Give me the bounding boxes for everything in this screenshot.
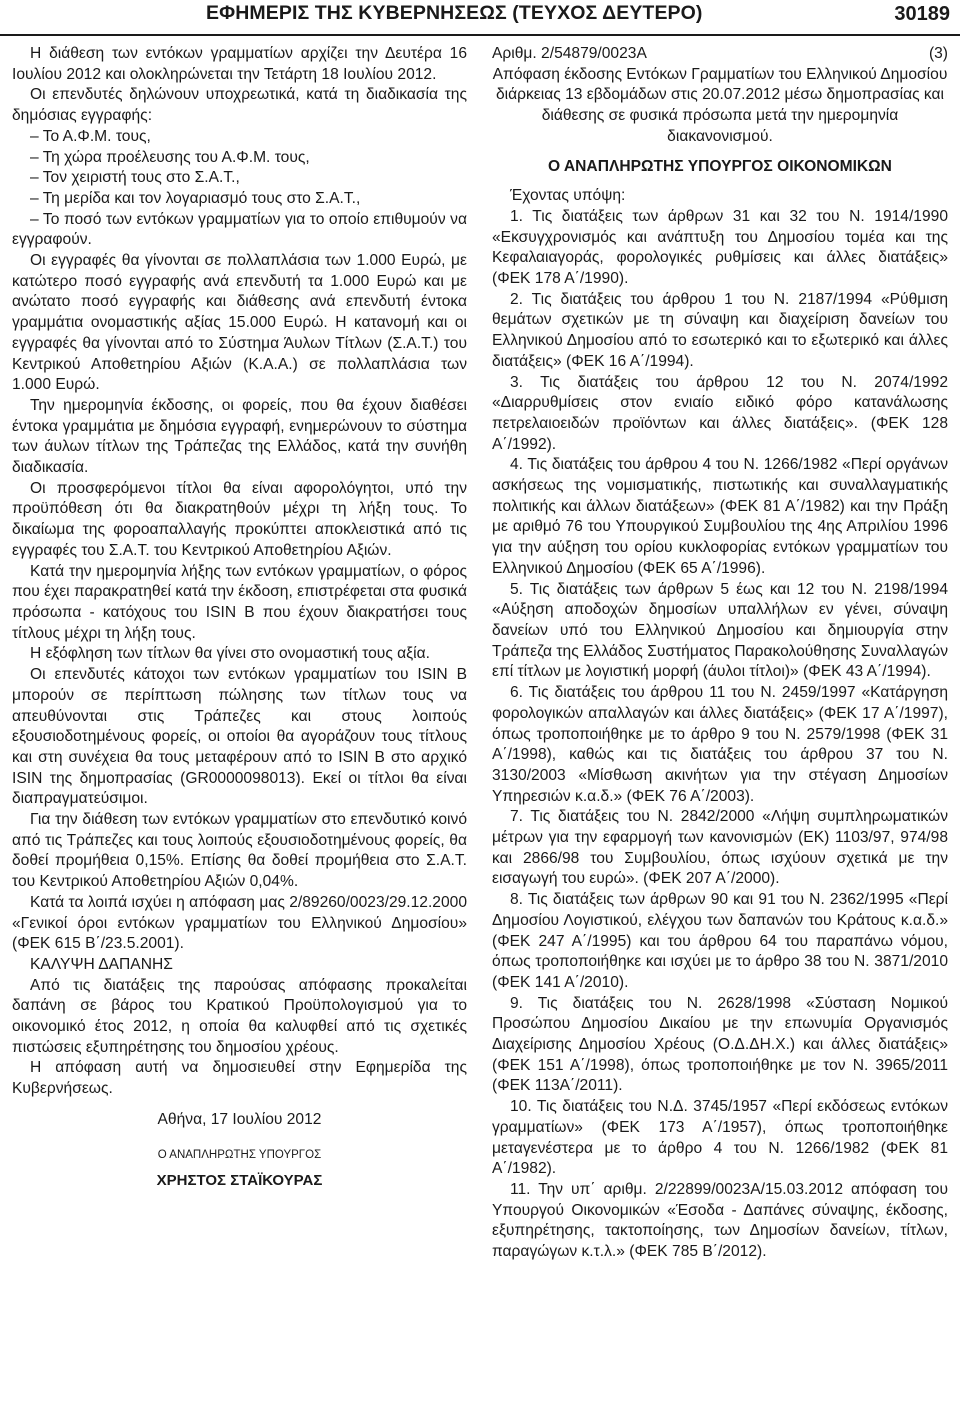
list-item: 10. Τις διατάξεις του Ν.Δ. 3745/1957 «Περί εκδόσεως εντόκων γραμματίων» (ΦΕΚ 173 Α΄/1957), όπως τροποποιήθηκε μεταγενέστερα με το άρθρο 4 του Ν. 1266/1982 (ΦΕΚ 81 Α΄/1982).	[492, 1098, 948, 1178]
paragraph: Οι προσφερόμενοι τίτλοι θα είναι αφορολόγητοι, υπό την προϋπόθεση ότι θα διακρατηθούν μέχρι τη λήξη τους. Το δικαίωμα της φοροαπαλλαγής προκύπτει αποκλειστικά από τις εγγραφές του Σ.Α.Τ. του Κεντρικού Αποθετηρίου Αξιών.	[12, 479, 467, 559]
list-item: 8. Τις διατάξεις των άρθρων 90 και 91 του Ν. 2362/1995 «Περί Δημοσίου Λογιστικού, ελέγχου των δαπανών του Κράτους κ.α.δ.» (ΦΕΚ 247 Α΄/1995) και του άρθρου 64 του παραπάνω νόμου, όπως τροποποιήθηκε και ισχύει με το άρθρο 38 του Ν. 3871/2010 (ΦΕΚ 141 Α΄/2010).	[492, 891, 948, 991]
having-regard: Έχοντας υπόψη:	[510, 187, 626, 205]
paragraph: Κατά τα λοιπά ισχύει η απόφαση μας 2/89260/0023/29.12.2000 «Γενικοί όροι εντόκων γραμματίων του Ελληνικού Δημοσίου» (ΦΕΚ 615 Β΄/23.5.2001).	[12, 893, 467, 953]
page-number: 30189	[894, 3, 950, 25]
list-item: – Το Α.Φ.Μ. τους,	[30, 127, 151, 145]
right-column	[492, 44, 948, 1263]
paragraph: Η εξόφληση των τίτλων θα γίνει στο ονομαστική τους αξία.	[30, 645, 430, 663]
list-item: 9. Τις διατάξεις του Ν. 2628/1998 «Σύσταση Νομικού Προσώπου Δημοσίου Δικαίου με την επωνυμία Οργανισμός Διαχείρισης Δημοσίου Χρέους (Ο.Δ.ΔΗ.Χ.) και άλλες διατάξεις» (ΦΕΚ 151 Α΄/1998), όπως τροποποιήθηκε με τον Ν. 3965/2011 (ΦΕΚ 113Α΄/2011).	[492, 994, 948, 1095]
paragraph: Η απόφαση αυτή να δημοσιευθεί στην Εφημερίδα της Κυβερνήσεως.	[12, 1059, 467, 1098]
list-item: 11. Την υπ΄ αριθμ. 2/22899/0023Α/15.03.2012 απόφαση του Υπουργού Οικονομικών «Έσοδα - Δαπάνες σύναψης, έκδοσης, εξυπηρέτησης, τακτοποίησης, των Δημοσίων δανείων, τίτλων, παραγώγων κ.τ.λ.» (ΦΕΚ 785 Β΄/2012).	[492, 1180, 948, 1261]
list-item: 6. Τις διατάξεις του άρθρου 11 του Ν. 2459/1997 «Κατάργηση φορολογικών απαλλαγών και άλλες διατάξεις» (ΦΕΚ 17 Α΄/1997), όπως τροποποιήθηκε με το άρθρο 9 του Ν. 2579/1998 (ΦΕΚ 31 Α΄/1998), καθώς και τις διατάξεις του άρθρου 37 του Ν. 3130/2003 «Μίσθωση ακινήτων για την στέγαση Δημοσίων Υπηρεσιών κ.α.δ.» (ΦΕΚ 76 Α΄/2003).	[492, 684, 948, 805]
paragraph: Από τις διατάξεις της παρούσας απόφασης προκαλείται δαπάνη σε βάρος του Κρατικού Προϋπολογισμού για το οικονομικό έτος 2012, η οποία θα καλυφθεί από τις σχετικές πιστώσεις εξυπηρέτησης του δημοσίου χρέους.	[12, 976, 467, 1056]
paragraph: Οι επενδυτές κάτοχοι των εντόκων γραμματίων του ISIN B μπορούν σε περίπτωση πώλησης των τίτλων τους να απευθύνονται στις Τράπεζες και στους λοιπούς εξουσιοδοτημένους φορείς, οι οποίοι θα αγοράζουν τους τίτλους και στη συνέχεια θα τους μεταφέρουν από το ISIN B στο αρχικό ISIN της δημοπρασίας (GR0000098013). Εκεί οι τίτλοι θα είναι διαπραγματεύσιμοι.	[12, 666, 467, 808]
list-item: 2. Τις διατάξεις του άρθρου 1 του Ν. 2187/1994 «Ρύθμιση θεμάτων σχετικών με τη σύναψη και διαχείριση δανείων του Ελληνικού Δημοσίου από το εσωτερικό και το εξωτερικό και άλλες διατάξεις» (ΦΕΚ 16 Α΄/1994).	[492, 290, 948, 370]
list-item: – Το ποσό των εντόκων γραμματίων για το οποίο επιθυμούν να εγγραφούν.	[12, 210, 467, 249]
decision-number-line	[492, 44, 948, 65]
list-item: – Τη μερίδα και τον λογαριασμό τους στο Σ.Α.Τ.,	[30, 189, 361, 207]
signature-place-date: Αθήνα, 17 Ιουλίου 2012	[157, 1110, 322, 1128]
list-item: 1. Τις διατάξεις των άρθρων 31 και 32 του Ν. 1914/1990 «Εκσυγχρονισμός και ανάπτυξη του Δημοσίου τομέα και της Κεφαλαιαγοράς, φορολογικές ρυθμίσεις και άλλες διατάξεις» (ΦΕΚ 178 Α΄/1990).	[492, 207, 948, 288]
list-item: 5. Τις διατάξεις των άρθρων 5 έως και 12 του Ν. 2198/1994 «Αύξηση αποδοχών δημοσίων υπαλλήλων εν γένει, σύναψη δανείων υπό του Ελληνικού Δημοσίου και δημιουργία στην Τράπεζα της Ελλάδος Συστήματος Παρακολούθησης Συναλλαγών επί τίτλων με λογιστική μορφή (άυλοι τίτλοι)» (ΦΕΚ 43 Α΄/1994).	[492, 580, 948, 681]
signature-name: ΧΡΗΣΤΟΣ ΣΤΑΪΚΟΥΡΑΣ	[156, 1171, 323, 1189]
gazette-title: ΕΦΗΜΕΡΙΣ ΤΗΣ ΚΥΒΕΡΝΗΣΕΩΣ (ΤΕΥΧΟΣ ΔΕΥΤΕΡΟ)	[206, 2, 703, 24]
left-column	[12, 44, 467, 1191]
decision-title: Απόφαση έκδοσης Εντόκων Γραμματίων του Ελληνικού Δημοσίου διάρκειας 13 εβδομάδων στις 20.07.2012 μέσω δημοπρασίας και διάθεσης σε φυσικά πρόσωπα μετά την ημερομηνία διακανονισμού.	[492, 65, 948, 145]
paragraph: Οι επενδυτές δηλώνουν υποχρεωτικά, κατά τη διαδικασία της δημόσιας εγγραφής:	[12, 86, 467, 125]
minister-heading: Ο ΑΝΑΠΛΗΡΩΤΗΣ ΥΠΟΥΡΓΟΣ ΟΙΚΟΝΟΜΙΚΩΝ	[548, 157, 892, 175]
list-item: 3. Τις διατάξεις του άρθρου 12 του Ν. 2074/1992 «Διαρρυθμίσεις στον ενιαίο ειδικό φόρο κατανάλωσης πετρελαιοειδών προϊόντων και άλλες διατάξεις». (ΦΕΚ 128 Α΄/1992).	[492, 373, 948, 453]
page-header	[0, 0, 960, 36]
paragraph: Κατά την ημερομηνία λήξης των εντόκων γραμματίων, ο φόρος που έχει παρακρατηθεί κατά την έκδοση, επιστρέφεται στα φυσικά πρόσωπα - κατόχους του ISIN B που έχουν διακρατήσει τους τίτλους μέχρι τη λήξη τους.	[12, 562, 467, 642]
paragraph: Η διάθεση των εντόκων γραμματίων αρχίζει την Δευτέρα 16 Ιουλίου 2012 και ολοκληρώνεται την Τετάρτη 18 Ιουλίου 2012.	[12, 45, 467, 83]
decision-index: (3)	[928, 45, 948, 62]
section-heading: ΚΑΛΥΨΗ ΔΑΠΑΝΗΣ	[30, 955, 173, 973]
paragraph: Για την διάθεση των εντόκων γραμματίων στο επενδυτικό κοινό από τις Τράπεζες και τους λοιπούς εξουσιοδοτημένους φορείς, θα δοθεί προμήθεια 0,15%. Επίσης θα δοθεί προμήθεια στο Σ.Α.Τ. του Κεντρικού Αποθετηρίου Αξιών 0,04%.	[12, 811, 467, 891]
list-item: – Τον χειριστή τους στο Σ.Α.Τ.,	[30, 169, 240, 187]
decision-number: Αριθμ. 2/54879/0023Α	[492, 45, 647, 62]
list-item: 4. Τις διατάξεις του άρθρου 4 του Ν. 1266/1982 «Περί οργάνων ασκήσεως της νομισματικής, πιστωτικής και συναλλαγματικής πολιτικής και άλλων διατάξεων» (ΦΕΚ 81 Α΄/1982) και την Πράξη με αριθμό 76 του Υπουργικού Συμβουλίου της 4ης Απριλίου 1996 για την αύξηση του ορίου κυκλοφορίας εντόκων γραμματίων του Ελληνικού Δημοσίου (ΦΕΚ 65 Α΄/1996).	[492, 456, 948, 577]
list-item: – Τη χώρα προέλευσης του Α.Φ.Μ. τους,	[30, 148, 310, 166]
signature-role: Ο ΑΝΑΠΛΗΡΩΤΗΣ ΥΠΟΥΡΓΟΣ	[157, 1148, 322, 1161]
paragraph: Οι εγγραφές θα γίνονται σε πολλαπλάσια των 1.000 Ευρώ, με κατώτερο ποσό εγγραφής ανά επενδυτή τα 1.000 Ευρώ και με ανώτατο ποσό εγγραφής και διάθεσης ανά επενδυτή έντοκα γραμμάτια ονομαστικής αξίας 15.000 Ευρώ. Η κατανομή και οι εγγραφές θα γίνονται από το Σύστημα Άυλων Τίτλων (Σ.Α.Τ.) του Κεντρικού Αποθετηρίου Αξιών (Κ.Α.Α.) σε πολλαπλάσια των 1.000 Ευρώ.	[12, 252, 467, 394]
list-item: 7. Τις διατάξεις του Ν. 2842/2000 «Λήψη συμπληρωματικών μέτρων για την εφαρμογή των κανονισμών (ΕΚ) 1103/97, 974/98 και 2866/98 του Συμβουλίου, όπως ισχύουν σχετικά με την εισαγωγή του ευρώ». (ΦΕΚ 207 Α΄/2000).	[492, 808, 948, 888]
paragraph: Την ημερομηνία έκδοσης, οι φορείς, που θα έχουν διαθέσει έντοκα γραμμάτια με δημόσια εγγραφή, ενημερώνουν το σύστημα των άυλων τίτλων της Τράπεζας της Ελλάδος, κατά την συνήθη διαδικασία.	[12, 396, 467, 477]
